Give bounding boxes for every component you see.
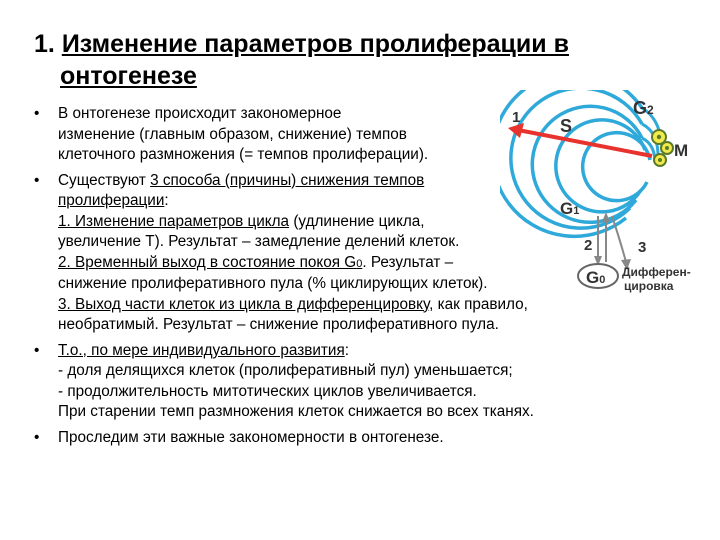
bullet-4-line-1: Проследим эти важные закономерности в онтогенезе.	[58, 428, 444, 446]
label-g2	[633, 98, 654, 118]
method-3-rest: , как правило,	[429, 295, 528, 313]
label-g2-text: G	[633, 98, 648, 118]
title-line1: Изменение параметров пролиферации в	[61, 30, 569, 58]
label-diff-line1: Дифферен-	[622, 265, 691, 279]
cell-nucleus	[658, 158, 662, 162]
bullet-2-colon: :	[164, 192, 169, 209]
label-m: M	[674, 141, 689, 160]
bullet-3-line-2: - доля делящихся клеток (пролиферативный пул) уменьшается;	[58, 362, 513, 379]
label-s: S	[560, 116, 573, 136]
bullet-4	[34, 428, 674, 449]
method-2-title	[58, 254, 362, 271]
label-g1-text: G	[560, 199, 574, 218]
bullet-marker: •	[34, 171, 40, 189]
cell-nucleus	[657, 135, 661, 139]
bullet-1-line-3: клеточного размножения (= темпов пролиферации).	[58, 146, 429, 163]
label-3: 3	[638, 239, 647, 256]
bullet-2-proliferation: пролиферации	[58, 192, 165, 209]
title-line2: онтогенезе	[60, 62, 197, 90]
method-1-title: 1. Изменение параметров цикла	[58, 212, 290, 230]
label-g1	[560, 199, 579, 218]
title-number: 1.	[34, 30, 55, 58]
bullet-3-underlined: Т.о., по мере индивидуального развития	[58, 341, 345, 359]
slide-title	[34, 28, 674, 92]
label-g0-text: G	[586, 268, 600, 287]
method-2-rest: . Результат –	[362, 253, 454, 271]
label-diff-line2: цировка	[624, 279, 674, 293]
method-2-line-2: снижение пролиферативного пула (% циклирующих клеток).	[58, 275, 488, 292]
method-3-line-2: необратимый. Результат – снижение пролиферативного пула.	[58, 316, 499, 333]
label-g0-sub: 0	[599, 274, 606, 286]
label-1: 1	[512, 109, 521, 126]
mitosis-cells	[652, 130, 673, 166]
method-1-line-2: увеличение T). Результат – замедление делений клеток.	[58, 233, 460, 250]
method-1-rest: (удлинение цикла,	[289, 212, 425, 230]
method-2-sub: 0	[356, 257, 363, 270]
bullet-marker: •	[34, 105, 40, 122]
bullet-3-colon: :	[344, 341, 349, 359]
bullet-3-line-3: - продолжительность митотических циклов увеличивается.	[58, 382, 477, 400]
bullet-marker: •	[34, 428, 40, 446]
cell-nucleus	[665, 146, 669, 150]
label-g2-sub: 2	[647, 103, 654, 117]
bullet-2-prefix: Существуют	[58, 171, 151, 189]
label-g1-sub: 1	[573, 205, 580, 217]
bullet-1-line-1: В онтогенезе происходит закономерное	[58, 105, 342, 122]
label-2: 2	[584, 237, 593, 254]
method-2-title-text: 2. Временный выход в состояние покоя G	[58, 253, 357, 271]
bullet-3-line-1	[58, 341, 674, 362]
cell-cycle-diagram	[500, 90, 715, 305]
bullet-3-line-4: При старении темп размножения клеток снижается во всех тканях.	[58, 403, 534, 420]
bullet-marker: •	[34, 341, 40, 359]
method-3-title: 3. Выход части клеток из цикла в дифференцировку	[58, 295, 430, 313]
bullet-2-underlined: 3 способа (причины) снижения темпов	[150, 171, 425, 189]
bullet-1-line-2: изменение (главным образом, снижение) темпов	[58, 125, 407, 143]
bullet-3	[34, 341, 674, 423]
